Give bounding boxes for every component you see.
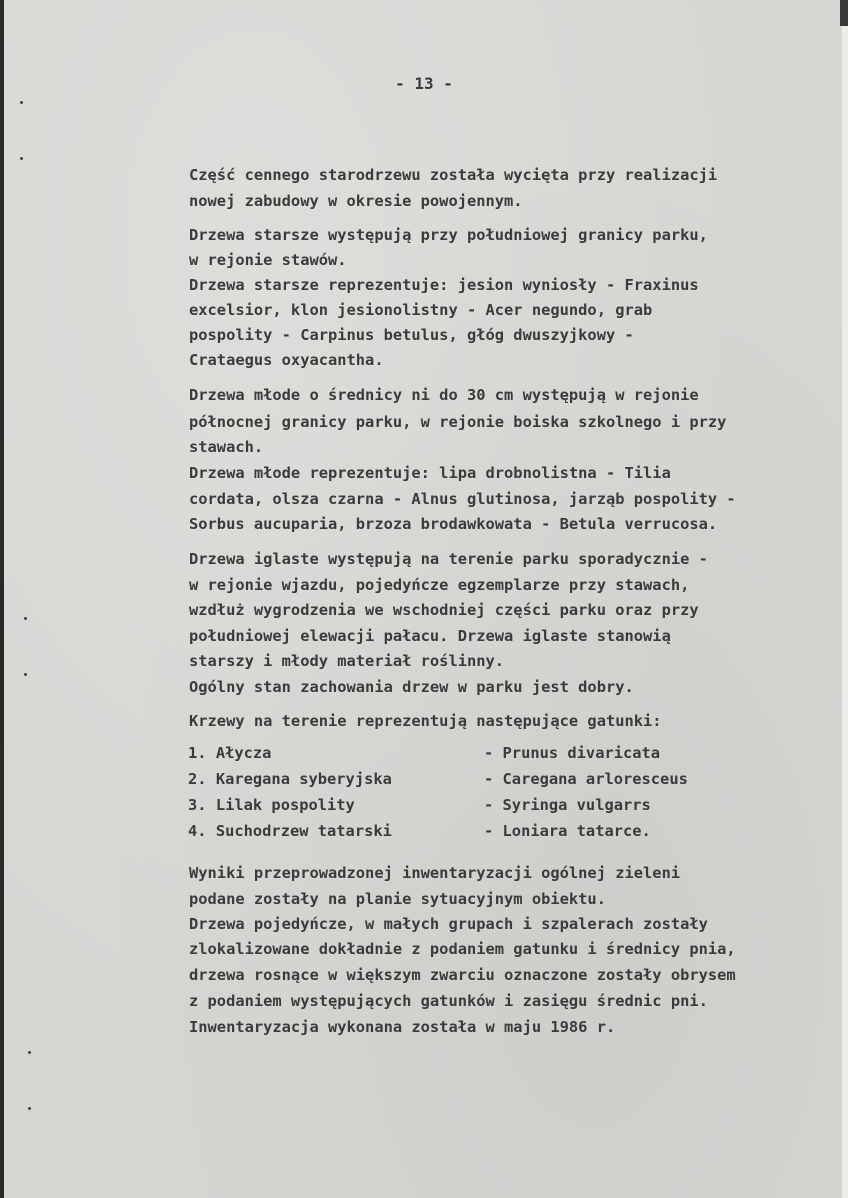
list-item — [188, 818, 688, 844]
text-line: z podaniem występujących gatunków i zasięgu średnic pni. — [189, 992, 708, 1010]
text-line: pospolity - Carpinus betulus, głóg dwuszyjkowy - — [189, 326, 634, 344]
list-item — [188, 792, 688, 818]
polish-name: Suchodrzew tatarski — [215, 822, 392, 840]
text-line: południowej elewacji pałacu. Drzewa iglaste stanowią — [189, 627, 671, 645]
text-line: w rejonie stawów. — [189, 251, 347, 269]
polish-name: Lilak pospolity — [215, 796, 355, 814]
scan-corner-mark — [840, 0, 848, 26]
shrub-list — [188, 740, 688, 844]
polish-name: Ałycza — [215, 744, 272, 762]
text-line: zlokalizowane dokładnie z podaniem gatunku i średnicy pnia, — [189, 940, 736, 958]
text-line: północnej granicy parku, w rejonie boiska szkolnego i przy — [189, 413, 727, 431]
latin-name: - Prunus divaricata — [484, 744, 661, 762]
text-line: starszy i młody materiał roślinny. — [189, 652, 505, 670]
list-item — [188, 766, 688, 792]
scan-speck — [24, 673, 27, 676]
text-line: Część cennego starodrzewu została wycięta przy realizacji — [189, 166, 718, 184]
scan-speck — [28, 1107, 31, 1110]
text-line: excelsior, klon jesionolistny - Acer negundo, grab — [189, 301, 653, 319]
text-line: Ogólny stan zachowania drzew w parku jest dobry. — [189, 678, 634, 696]
list-number: 2. — [188, 770, 207, 788]
text-line: Inwentaryzacja wykonana została w maju 1986 r. — [189, 1018, 616, 1036]
scan-right-edge — [842, 0, 848, 1198]
text-line: nowej zabudowy w okresie powojennym. — [189, 192, 523, 210]
text-line: Drzewa młode o średnicy ni do 30 cm występują w rejonie — [189, 386, 699, 404]
list-number: 1. — [188, 744, 207, 762]
scan-speck — [20, 157, 23, 160]
text-line: stawach. — [189, 438, 264, 456]
list-number: 3. — [188, 796, 207, 814]
text-line: w rejonie wjazdu, pojedyńcze egzemplarze przy stawach, — [189, 576, 690, 594]
text-line: Drzewa pojedyńcze, w małych grupach i szpalerach zostały — [189, 915, 708, 933]
text-line: Drzewa starsze występują przy południowej granicy parku, — [189, 226, 708, 244]
latin-name: - Syringa vulgarrs — [484, 796, 651, 814]
scan-left-edge — [0, 0, 4, 1198]
list-number: 4. — [188, 822, 207, 840]
latin-name: - Loniara tatarce. — [484, 822, 651, 840]
list-item — [188, 740, 688, 766]
scan-speck — [20, 101, 23, 104]
scan-speck — [24, 617, 27, 620]
text-line: Crataegus oxyacantha. — [189, 351, 384, 369]
scan-speck — [28, 1051, 31, 1054]
text-line: Drzewa starsze reprezentuje: jesion wyniosły - Fraxinus — [189, 276, 699, 294]
text-line: drzewa rosnące w większym zwarciu oznaczone zostały obrysem — [189, 966, 736, 984]
text-line: Drzewa iglaste występują na terenie parku sporadycznie - — [189, 550, 708, 568]
polish-name: Karegana syberyjska — [215, 770, 392, 788]
text-line: wzdłuż wygrodzenia we wschodniej części parku oraz przy — [189, 601, 699, 619]
page-number: - 13 - — [395, 74, 453, 93]
text-line: Krzewy na terenie reprezentują następujące gatunki: — [189, 712, 662, 730]
text-line: Sorbus aucuparia, brzoza brodawkowata - Betula verrucosa. — [189, 515, 718, 533]
latin-name: - Caregana arloresceus — [484, 770, 688, 788]
text-line: cordata, olsza czarna - Alnus glutinosa, jarząb pospolity - — [189, 490, 736, 508]
text-line: Drzewa młode reprezentuje: lipa drobnolistna - Tilia — [189, 464, 671, 482]
text-line: podane zostały na planie sytuacyjnym obiektu. — [189, 890, 606, 908]
text-line: Wyniki przeprowadzonej inwentaryzacji ogólnej zieleni — [189, 864, 681, 882]
